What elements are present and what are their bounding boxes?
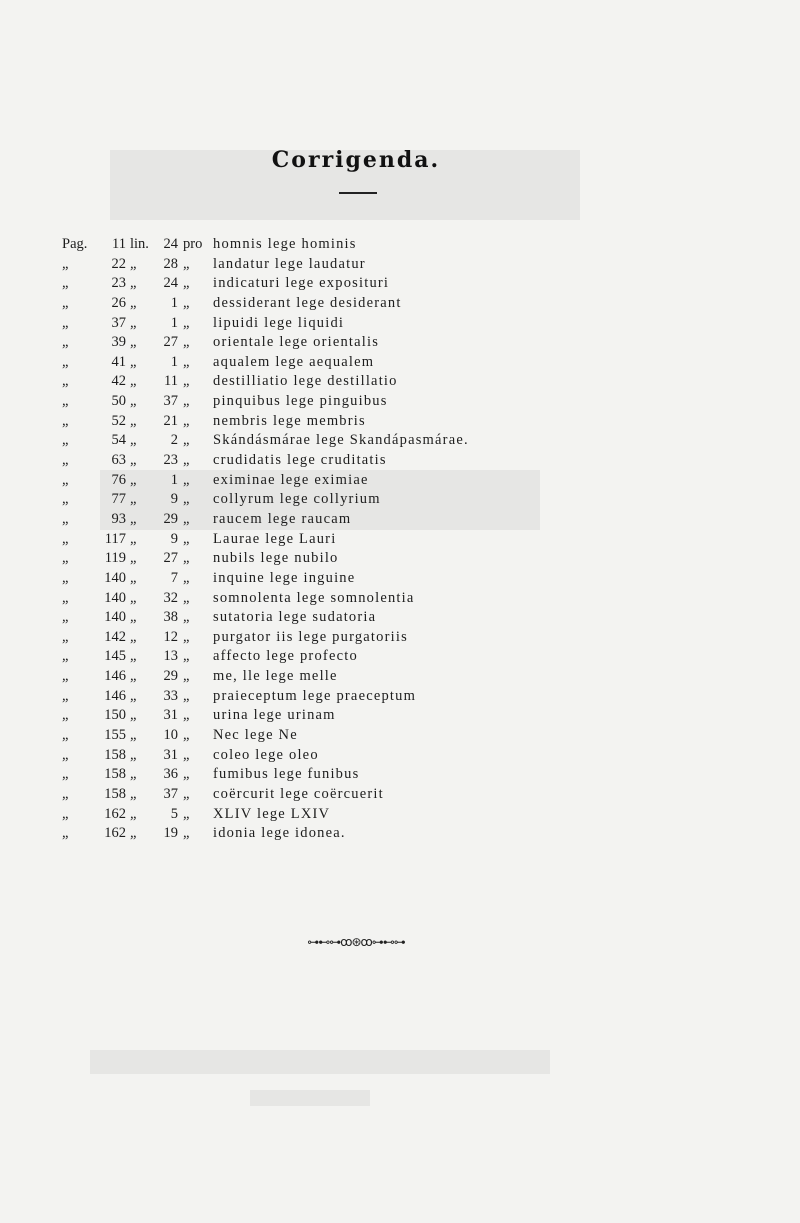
page-label: „ bbox=[62, 530, 69, 547]
page-number: 158 bbox=[104, 746, 126, 763]
line-label: „ bbox=[130, 569, 137, 586]
page-label: „ bbox=[62, 746, 69, 763]
conjunction: „ bbox=[183, 373, 190, 390]
line-number: 29 bbox=[163, 668, 178, 685]
page-number: 93 bbox=[111, 510, 126, 527]
decorative-ornament-icon: ⊶⊷⊶ꝏ⊛ꝏ⊶⊷⊶ bbox=[307, 935, 405, 949]
line-number: 24 bbox=[163, 236, 178, 252]
page-number: 140 bbox=[104, 569, 126, 586]
conjunction: „ bbox=[183, 255, 190, 272]
conjunction: „ bbox=[183, 412, 190, 429]
page-number: 162 bbox=[104, 825, 126, 842]
page-label: „ bbox=[62, 668, 69, 685]
page-number: 150 bbox=[104, 707, 126, 724]
line-number: 9 bbox=[170, 491, 178, 508]
correction-text: aqualem lege aequalem bbox=[213, 353, 375, 370]
line-label: „ bbox=[130, 452, 137, 469]
page-label: „ bbox=[62, 353, 69, 370]
correction-text: coleo lege oleo bbox=[213, 746, 319, 763]
page-number: 145 bbox=[104, 648, 126, 665]
line-number: 31 bbox=[163, 746, 178, 763]
correction-text: inquine lege inguine bbox=[213, 569, 356, 586]
conjunction: „ bbox=[183, 334, 190, 351]
line-number: 21 bbox=[163, 412, 178, 429]
page-label: „ bbox=[62, 275, 69, 292]
line-number: 37 bbox=[163, 785, 178, 802]
page-number: 26 bbox=[111, 294, 126, 311]
conjunction: pro bbox=[183, 236, 203, 252]
conjunction: „ bbox=[183, 766, 190, 783]
line-number: 1 bbox=[170, 471, 178, 488]
conjunction: „ bbox=[183, 668, 190, 685]
line-number: 29 bbox=[163, 510, 178, 527]
conjunction: „ bbox=[183, 530, 190, 547]
page-number: 140 bbox=[104, 589, 126, 606]
line-number: 24 bbox=[163, 275, 178, 292]
page-label: „ bbox=[62, 687, 69, 704]
line-number: 1 bbox=[170, 294, 178, 311]
conjunction: „ bbox=[183, 746, 190, 763]
conjunction: „ bbox=[183, 510, 190, 527]
correction-text: nembris lege membris bbox=[213, 412, 366, 429]
correction-text: nubils lege nubilo bbox=[213, 550, 339, 567]
conjunction: „ bbox=[183, 589, 190, 606]
page-number: 155 bbox=[104, 727, 126, 744]
line-number: 2 bbox=[170, 432, 178, 449]
conjunction: „ bbox=[183, 491, 190, 508]
page-number: 146 bbox=[104, 687, 126, 704]
line-number: 32 bbox=[163, 589, 178, 606]
page-label: „ bbox=[62, 707, 69, 724]
line-label: „ bbox=[130, 294, 137, 311]
correction-text: affecto lege profecto bbox=[213, 648, 358, 665]
line-label: „ bbox=[130, 353, 137, 370]
line-label: „ bbox=[130, 727, 137, 744]
conjunction: „ bbox=[183, 569, 190, 586]
line-label: „ bbox=[130, 746, 137, 763]
correction-text: coërcurit lege coërcuerit bbox=[213, 785, 384, 802]
correction-text: somnolenta lege somnolentia bbox=[213, 589, 415, 606]
conjunction: „ bbox=[183, 353, 190, 370]
page-number: 22 bbox=[111, 255, 126, 272]
conjunction: „ bbox=[183, 628, 190, 645]
correction-text: collyrum lege collyrium bbox=[213, 491, 381, 508]
line-number: 13 bbox=[163, 648, 178, 665]
title-divider bbox=[339, 192, 377, 194]
page-label: „ bbox=[62, 314, 69, 331]
page-label: „ bbox=[62, 255, 69, 272]
correction-text: Nec lege Ne bbox=[213, 727, 298, 744]
conjunction: „ bbox=[183, 432, 190, 449]
conjunction: „ bbox=[183, 452, 190, 469]
page-number: 11 bbox=[112, 236, 126, 252]
line-label: „ bbox=[130, 707, 137, 724]
page-number: 63 bbox=[111, 452, 126, 469]
conjunction: „ bbox=[183, 471, 190, 488]
correction-text: urina lege urinam bbox=[213, 707, 336, 724]
line-number: 9 bbox=[170, 530, 178, 547]
page-label: „ bbox=[62, 550, 69, 567]
page-label: „ bbox=[62, 727, 69, 744]
line-label: „ bbox=[130, 805, 137, 822]
correction-text: Skándásmárae lege Skandápasmárae. bbox=[213, 432, 469, 449]
correction-text: sutatoria lege sudatoria bbox=[213, 609, 377, 626]
line-label: „ bbox=[130, 785, 137, 802]
line-label: „ bbox=[130, 510, 137, 527]
conjunction: „ bbox=[183, 294, 190, 311]
correction-text: raucem lege raucam bbox=[213, 510, 352, 527]
page-number: 37 bbox=[111, 314, 126, 331]
line-label: „ bbox=[130, 530, 137, 547]
line-number: 5 bbox=[170, 805, 178, 822]
page-number: 39 bbox=[111, 334, 126, 351]
line-label: „ bbox=[130, 687, 137, 704]
line-label: „ bbox=[130, 412, 137, 429]
correction-text: orientale lege orientalis bbox=[213, 334, 380, 351]
conjunction: „ bbox=[183, 727, 190, 744]
page-label: „ bbox=[62, 471, 69, 488]
correction-text: pinquibus lege pinguibus bbox=[213, 393, 388, 410]
conjunction: „ bbox=[183, 275, 190, 292]
line-number: 38 bbox=[163, 609, 178, 626]
conjunction: „ bbox=[183, 825, 190, 842]
line-label: „ bbox=[130, 314, 137, 331]
correction-text: landatur lege laudatur bbox=[213, 255, 366, 272]
page-number: 142 bbox=[104, 628, 126, 645]
line-number: 10 bbox=[163, 727, 178, 744]
line-label: „ bbox=[130, 255, 137, 272]
line-number: 37 bbox=[163, 393, 178, 410]
line-label: „ bbox=[130, 648, 137, 665]
line-label: „ bbox=[130, 471, 137, 488]
page-number: 77 bbox=[111, 491, 126, 508]
conjunction: „ bbox=[183, 707, 190, 724]
line-label: „ bbox=[130, 628, 137, 645]
correction-text: XLIV lege LXIV bbox=[213, 805, 331, 822]
page-number: 158 bbox=[104, 766, 126, 783]
line-label: „ bbox=[130, 668, 137, 685]
conjunction: „ bbox=[183, 648, 190, 665]
page-label: „ bbox=[62, 766, 69, 783]
correction-text: dessiderant lege desiderant bbox=[213, 294, 402, 311]
line-label: „ bbox=[130, 373, 137, 390]
conjunction: „ bbox=[183, 314, 190, 331]
correction-text: destilliatio lege destillatio bbox=[213, 373, 398, 390]
line-number: 23 bbox=[163, 452, 178, 469]
page-label: „ bbox=[62, 785, 69, 802]
line-number: 36 bbox=[163, 766, 178, 783]
line-number: 31 bbox=[163, 707, 178, 724]
correction-text: me, lle lege melle bbox=[213, 668, 338, 685]
correction-text: Laurae lege Lauri bbox=[213, 530, 337, 547]
page-number: 41 bbox=[111, 353, 126, 370]
page-label: „ bbox=[62, 609, 69, 626]
conjunction: „ bbox=[183, 687, 190, 704]
page-number: 158 bbox=[104, 785, 126, 802]
line-number: 1 bbox=[170, 314, 178, 331]
page-label: „ bbox=[62, 432, 69, 449]
line-number: 11 bbox=[164, 373, 178, 390]
line-number: 19 bbox=[163, 825, 178, 842]
correction-text: homnis lege hominis bbox=[213, 236, 357, 252]
correction-text: crudidatis lege cruditatis bbox=[213, 452, 387, 469]
conjunction: „ bbox=[183, 550, 190, 567]
line-label: „ bbox=[130, 275, 137, 292]
conjunction: „ bbox=[183, 805, 190, 822]
page-label: „ bbox=[62, 294, 69, 311]
line-number: 27 bbox=[163, 334, 178, 351]
line-label: „ bbox=[130, 334, 137, 351]
conjunction: „ bbox=[183, 609, 190, 626]
page-label: „ bbox=[62, 412, 69, 429]
correction-text: indicaturi lege exposituri bbox=[213, 275, 390, 292]
correction-text: fumibus lege funibus bbox=[213, 766, 360, 783]
line-label: lin. bbox=[130, 236, 149, 252]
correction-text: lipuidi lege liquidi bbox=[213, 314, 345, 331]
page-label: „ bbox=[62, 393, 69, 410]
page-label: „ bbox=[62, 628, 69, 645]
conjunction: „ bbox=[183, 393, 190, 410]
line-label: „ bbox=[130, 825, 137, 842]
page-label: „ bbox=[62, 452, 69, 469]
line-number: 1 bbox=[170, 353, 178, 370]
correction-text: praieceptum lege praeceptum bbox=[213, 687, 417, 704]
line-number: 33 bbox=[163, 687, 178, 704]
line-number: 12 bbox=[163, 628, 178, 645]
line-number: 27 bbox=[163, 550, 178, 567]
page-label: Pag. bbox=[62, 236, 88, 252]
correction-text: idonia lege idonea. bbox=[213, 825, 346, 842]
line-label: „ bbox=[130, 609, 137, 626]
line-label: „ bbox=[130, 766, 137, 783]
page-number: 146 bbox=[104, 668, 126, 685]
page-label: „ bbox=[62, 825, 69, 842]
page-number: 117 bbox=[104, 530, 126, 547]
page-number: 50 bbox=[111, 393, 126, 410]
line-label: „ bbox=[130, 491, 137, 508]
page-number: 76 bbox=[111, 471, 126, 488]
page-label: „ bbox=[62, 805, 69, 822]
page-number: 140 bbox=[104, 609, 126, 626]
conjunction: „ bbox=[183, 785, 190, 802]
line-label: „ bbox=[130, 432, 137, 449]
page-number: 162 bbox=[104, 805, 126, 822]
page-label: „ bbox=[62, 589, 69, 606]
page-number: 54 bbox=[111, 432, 126, 449]
page-number: 23 bbox=[111, 275, 126, 292]
page-label: „ bbox=[62, 491, 69, 508]
page-label: „ bbox=[62, 373, 69, 390]
correction-text: eximinae lege eximiae bbox=[213, 471, 369, 488]
page-title: Corrigenda. bbox=[271, 146, 441, 173]
line-label: „ bbox=[130, 550, 137, 567]
page-label: „ bbox=[62, 648, 69, 665]
page-label: „ bbox=[62, 334, 69, 351]
correction-text: purgator iis lege purgatoriis bbox=[213, 628, 408, 645]
page-label: „ bbox=[62, 510, 69, 527]
page-label: „ bbox=[62, 569, 69, 586]
line-label: „ bbox=[130, 589, 137, 606]
line-label: „ bbox=[130, 393, 137, 410]
line-number: 7 bbox=[170, 569, 178, 586]
page-number: 42 bbox=[111, 373, 126, 390]
page-number: 52 bbox=[111, 412, 126, 429]
line-number: 28 bbox=[163, 255, 178, 272]
page-number: 119 bbox=[104, 550, 126, 567]
